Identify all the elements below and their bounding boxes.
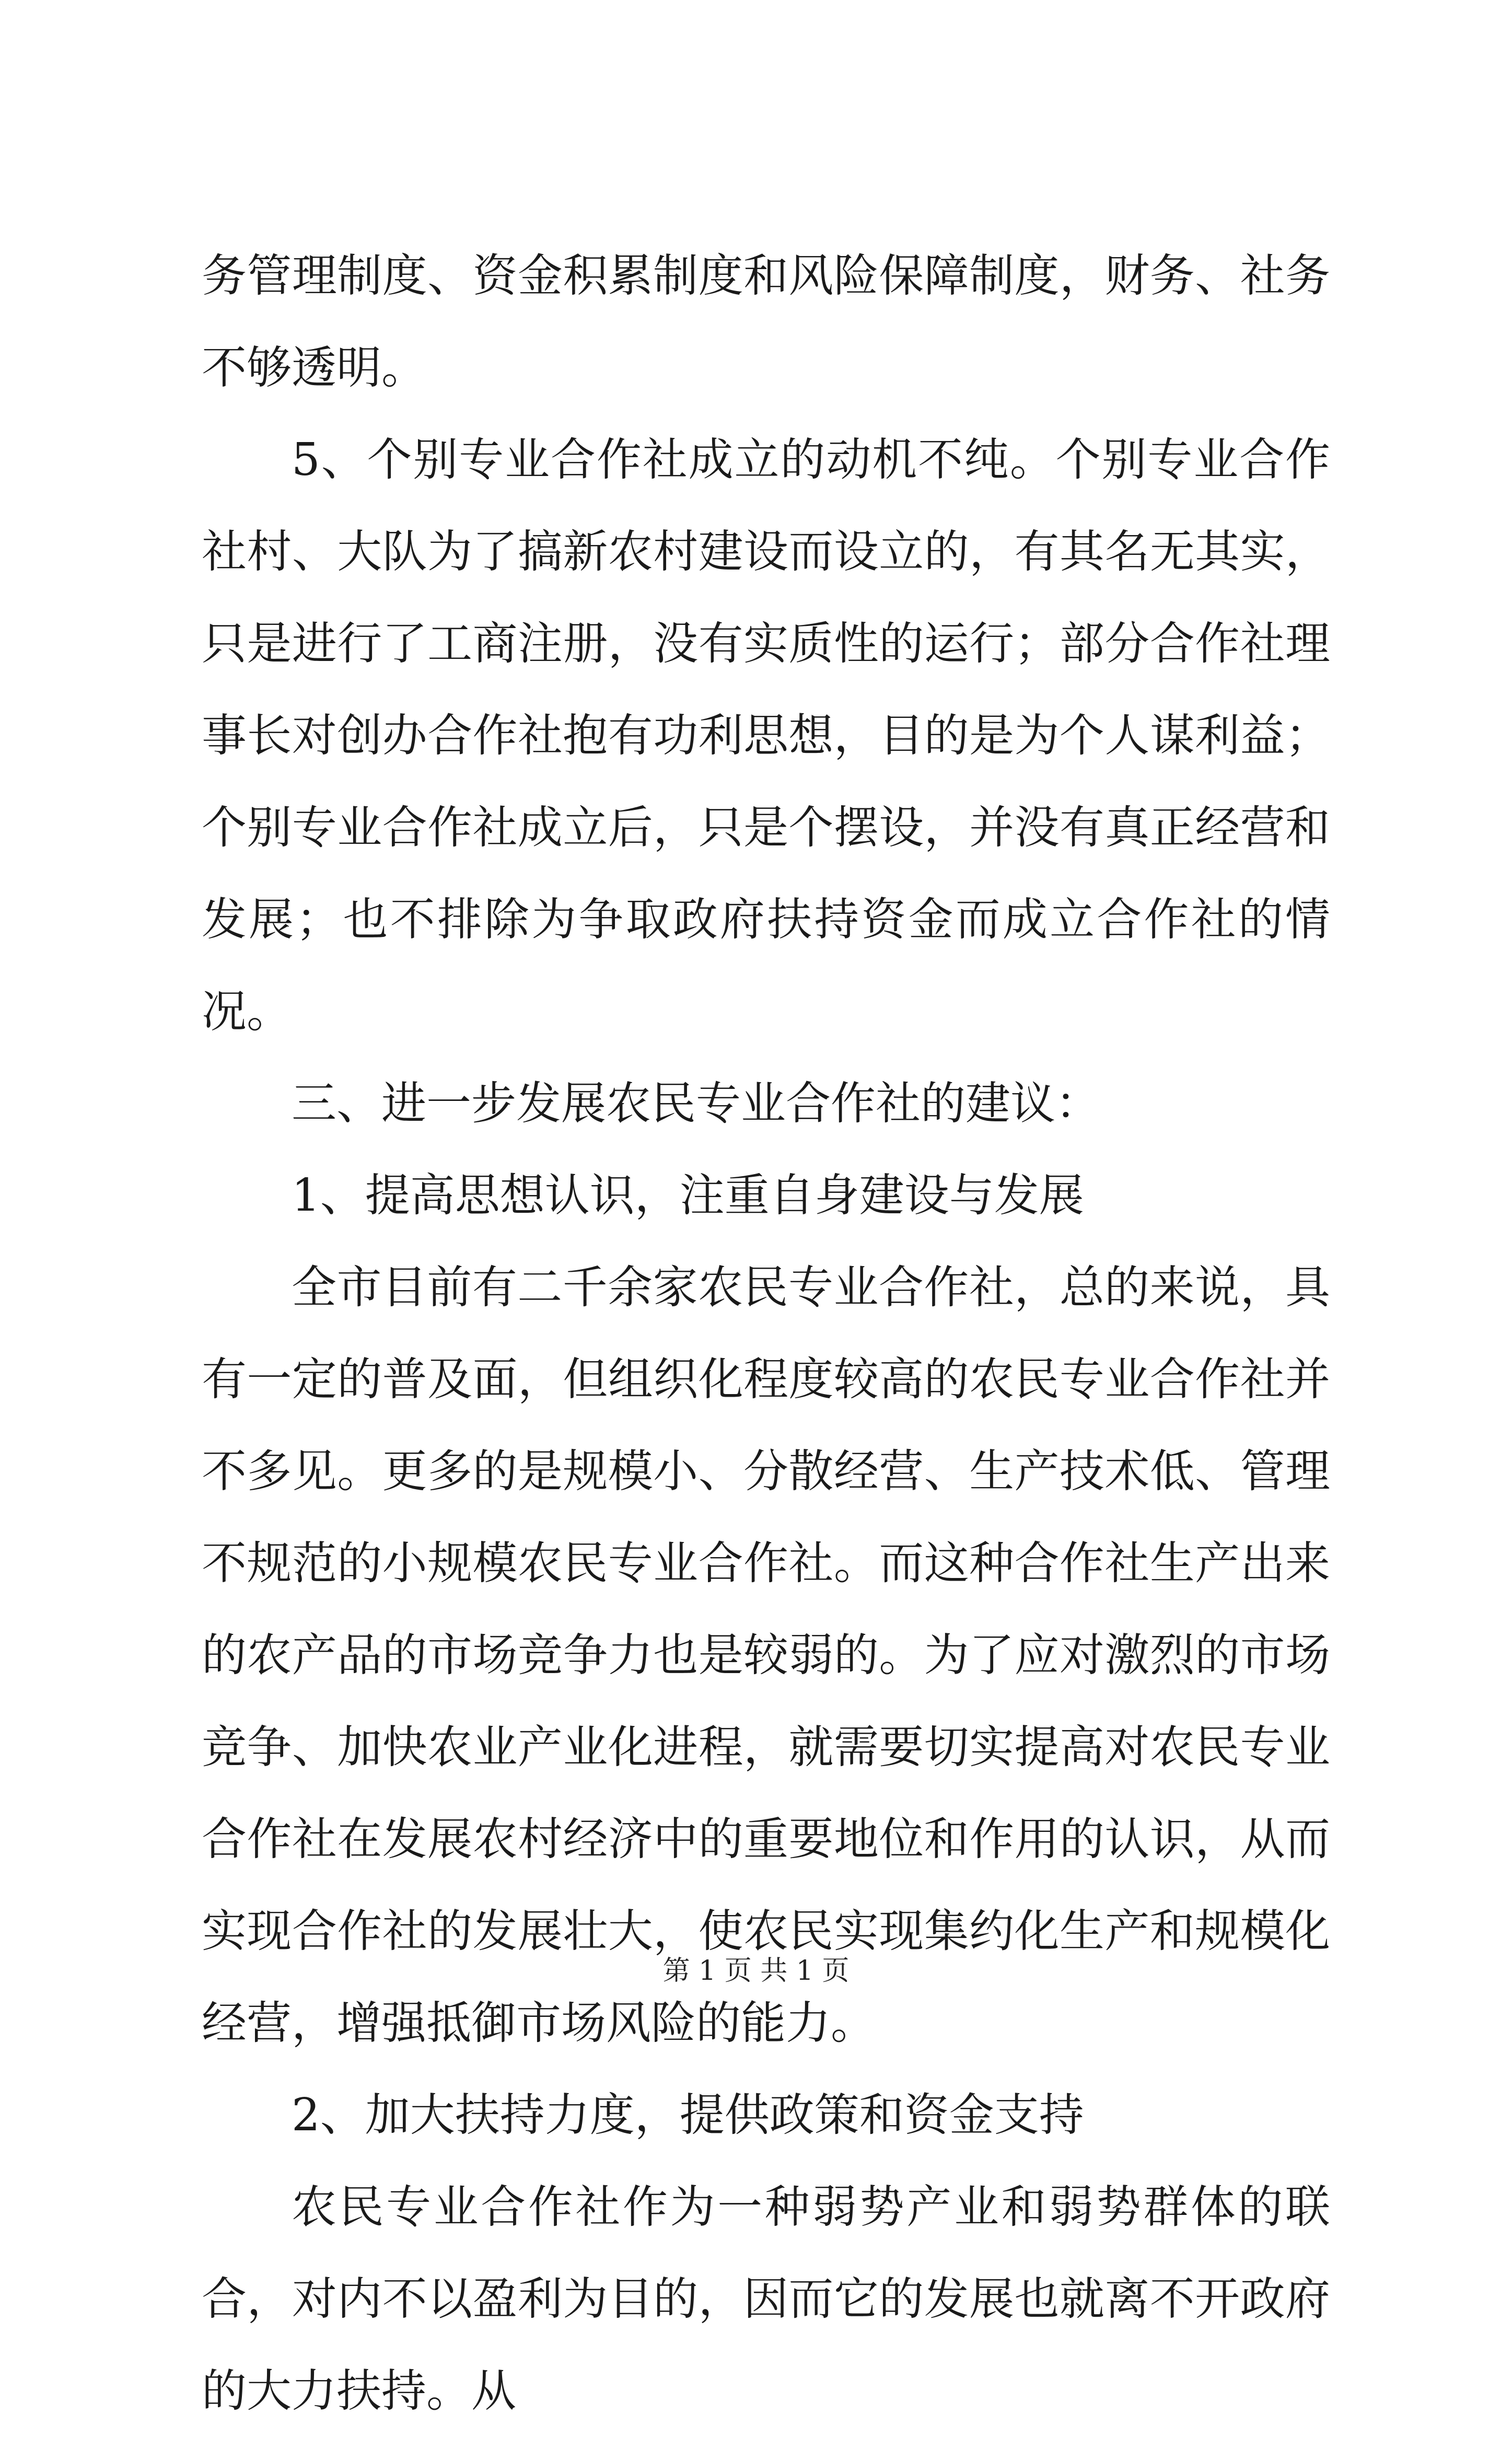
document-body — [202, 230, 1330, 2437]
paragraph-3: 全市目前有二千余家农民专业合作社，总的来说，具有一定的普及面，但组织化程度较高的农民专业合作社并不多见。更多的是规模小、分散经营、生产技术低、管理不规范的小规模农民专业合作社。而这种合作社生产出来的农产品的市场竞争力也是较弱的。为了应对激烈的市场竞争、加快农业产业化进程，就需要切实提高对农民专业合作社在发展农村经济中的重要地位和作用的认识，从而实现合作社的发展壮大，使农民实现集约化生产和规模化经营，增强抵御市场风险的能力。 — [202, 1261, 1330, 2049]
paragraph-2: 5、个别专业合作社成立的动机不纯。个别专业合作社村、大队为了搞新农村建设而设立的，有其名无其实，只是进行了工商注册，没有实质性的运行；部分合作社理事长对创办合作社抱有功利思想，目的是为个人谋利益；个别专业合作社成立后，只是个摆设，并没有真正经营和发展；也不排除为争取政府扶持资金而成立合作社的情况。 — [202, 434, 1330, 1038]
paragraph-4: 农民专业合作社作为一种弱势产业和弱势群体的联合，对内不以盈利为目的，因而它的发展也就离不开政府的大力扶持。从 — [202, 2181, 1330, 2417]
paragraph-1: 务管理制度、资金积累制度和风险保障制度，财务、社务不够透明。 — [202, 250, 1330, 394]
subheading-1: 1、提高思想认识，注重自身建设与发展 — [292, 1169, 1084, 1222]
page-number-footer: 第 1 页 共 1 页 — [662, 1955, 850, 1987]
subheading-2: 2、加大扶持力度，提供政策和资金支持 — [292, 2089, 1084, 2141]
section-heading-3: 三、进一步发展农民专业合作社的建议： — [292, 1077, 1100, 1130]
